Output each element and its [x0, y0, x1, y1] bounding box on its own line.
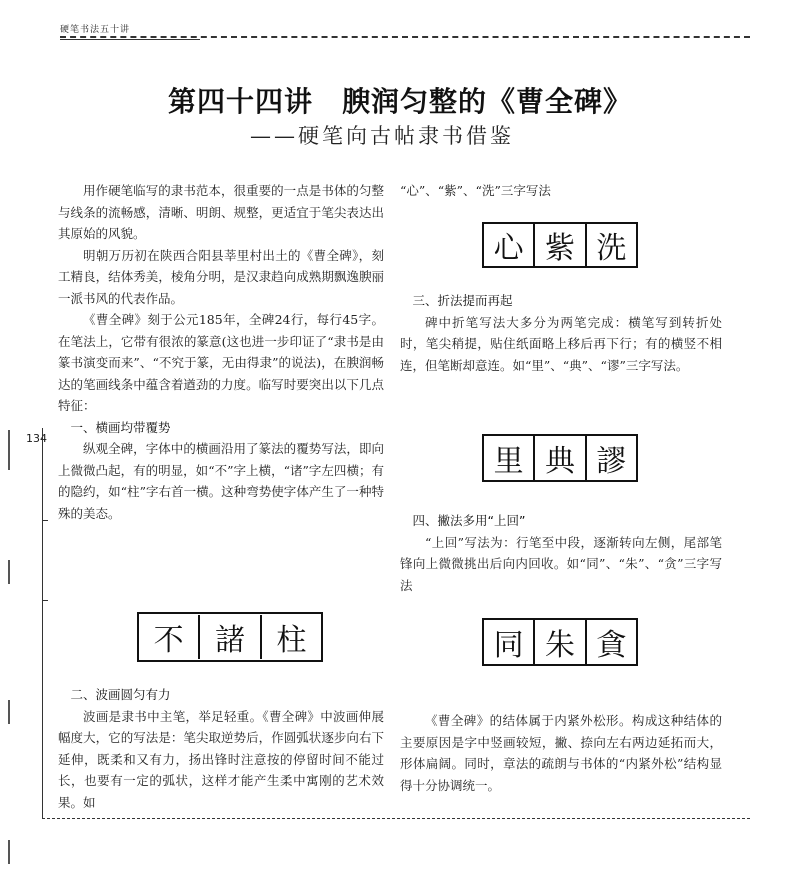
example-char: 同: [493, 628, 524, 663]
scan-edge-mark: [8, 700, 10, 724]
intro-paragraph-2: 明朝万历初在陕西合阳县莘里村出土的《曹全碑》，刻工精良，结体秀美，棱角分明，是汉隶趋向成熟期飘逸腴丽一派书风的代表作品。: [58, 247, 384, 306]
char-example-box-4: [482, 618, 638, 666]
example-char: 謬: [585, 436, 636, 480]
example-char: 不: [153, 623, 184, 658]
lesson-title: 第四十四讲 腴润匀整的《曹全碑》: [167, 85, 632, 118]
example-char: 心: [493, 231, 524, 266]
header-dashed-rule: [60, 36, 750, 38]
intro-paragraph-1: 用作硬笔临写的隶书范本，很重要的一点是书体的匀整与线条的流畅感，清晰、明朗、规整，更适宜于笔尖表达出其原始的风貌。: [58, 183, 384, 241]
page-number: 134: [26, 432, 47, 445]
section-1-heading: 一、横画均带覆势: [70, 419, 171, 435]
left-column-lower: [58, 684, 384, 813]
char-example-box-1: [137, 612, 323, 662]
section-1-text: 纵观全碑，字体中的横画沿用了篆法的覆势写法，即向上微微凸起，有的明显，如“不”字上横，“诸”字左四横；有的隐约，如“柱”字右首一横。这种弯势使字体产生了一种特殊的美态。: [58, 441, 384, 521]
right-column-closing: [400, 710, 722, 796]
right-column-caption: [400, 180, 722, 202]
example-char: 朱: [533, 620, 584, 664]
example-char: 里: [493, 444, 524, 479]
char-example-box-2: [482, 222, 638, 268]
example-char: 紫: [533, 223, 584, 267]
running-head: 硬笔书法五十讲: [60, 25, 131, 35]
lesson-subtitle: ——硬笔向古帖隶书借鉴: [250, 124, 514, 148]
margin-tick: [42, 600, 48, 601]
example-char: 洗: [585, 223, 636, 267]
example-char: 諸: [198, 615, 259, 659]
scan-edge-mark: [8, 430, 10, 470]
example-char: 貪: [585, 620, 636, 664]
scan-edge-mark: [8, 840, 10, 864]
example-char: 典: [533, 436, 584, 480]
section-2-text: 波画是隶书中主笔，举足轻重。《曹全碑》中波画伸展幅度大，它的写法是：笔尖取逆势后，作圆弧状逐步向右下延伸，既柔和又有力，扬出锋时注意按的停留时间不能过长，也要有一定的弧状，这样才能产生柔中寓刚的艺术效果。如: [58, 708, 384, 810]
section-3-heading: 三、折法提而再起: [412, 293, 513, 308]
section-2-heading: 二、波画圆匀有力: [70, 687, 171, 702]
footer-dashed-rule: [42, 818, 750, 819]
margin-line: [42, 428, 43, 818]
example-char: 柱: [260, 615, 321, 659]
right-column-section-3: [400, 290, 722, 376]
closing-text: 《曹全碑》的结体属于内紧外松形。构成这种结体的主要原因是字中竖画较短，撇、捺向左右两边延拓而大，形体扁阔。同时，章法的疏朗与书体的“内紧外松”结构显得十分协调统一。: [400, 713, 722, 793]
section-4-text: “上回”写法为：行笔至中段，逐渐转向左侧，尾部笔锋向上微微挑出后向内回收。如“同”、“朱”、“贪”三字写法: [400, 534, 722, 593]
intro-paragraph-3: 《曹全碑》刻于公元185年，全碑24行，每行45字。在笔法上，它带有很浓的篆意(这也进一步印证了“隶书是由篆书演变而来”、“不究于篆，无由得隶”的说法)，在腴润畅达的笔画线条中蕴含着遒劲的力度。临写时要突出以下几点特征：: [58, 312, 384, 413]
right-column-section-4: [400, 510, 722, 596]
section-4-heading: 四、撇法多用“上回”: [412, 513, 526, 528]
section-3-text: 碑中折笔写法大多分为两笔完成：横笔写到转折处时，笔尖稍提，贴住纸面略上移后再下行；有的横竖不相连，但笔断却意连。如“里”、“典”、“谬”三字写法。: [400, 314, 722, 373]
char-example-box-3: [482, 434, 638, 482]
left-column: [58, 180, 384, 524]
header-solid-rule: [60, 39, 200, 40]
caption-1: “心”、“紫”、“洗”三字写法: [400, 183, 551, 198]
scan-edge-mark: [8, 560, 10, 584]
margin-tick: [42, 520, 48, 521]
